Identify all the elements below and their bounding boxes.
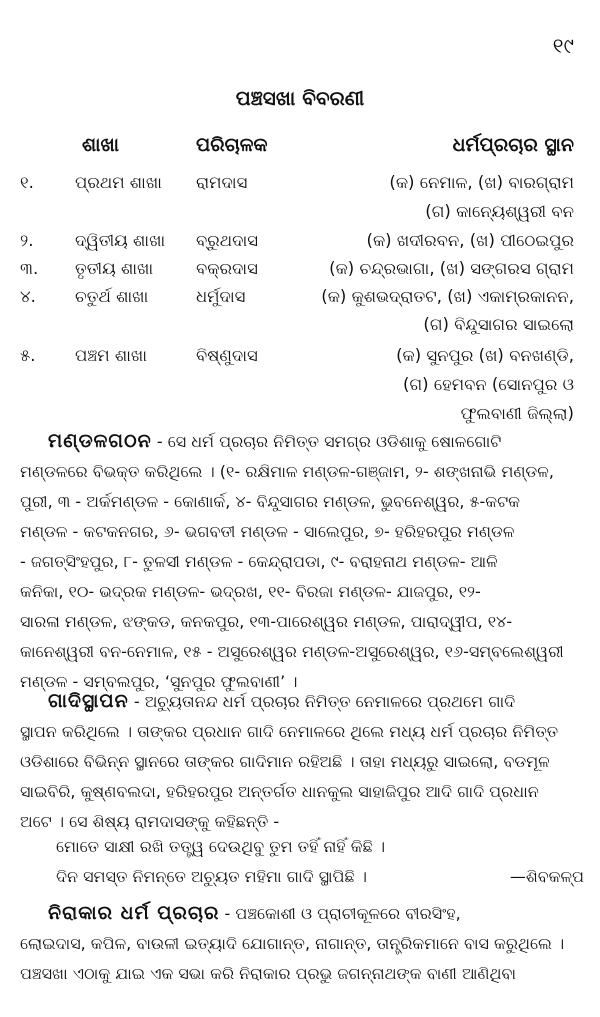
verse-line: ମୋତେ ସାକ୍ଷୀ ରଖି ତତ୍ତ୍ୱ ଦେଉଥିବୁ ତୁମ ତହିଁ ନାହିଁ କିଛି । xyxy=(56,837,386,856)
section-line: ପୁରୀ, ୩ - ଅର୍କମଣ୍ଡଳ - କୋଣାର୍କ, ୪- ବିନ୍ଦୁସାଗର ମଣ୍ଡଳ, ଭୁବନେଶ୍ୱର, ୫-କଟକ xyxy=(20,492,521,511)
verse-line-with-source xyxy=(56,862,584,892)
section-line: ଓଡିଶାରେ ବିଭିନ୍ନ ସ୍ଥାନରେ ତାଙ୍କର ଗାଦିମାନ ରହିଅଛି । ତାହା ମଧ୍ୟରୁ ସାଇଲୋ, ବଡମୂଳ xyxy=(20,752,550,771)
section-line: ଅଟେ । ସେ ଶିଷ୍ୟ ରାମଦାସଙ୍କୁ କହିଛନ୍ତି - xyxy=(20,812,280,831)
section-line: ମଣ୍ଡଳ - ସମ୍ବଲପୁର, ‘ସୁନପୁର ଫୁଲବାଣୀ’ । xyxy=(20,672,298,691)
row-leader: ଧର୍ମୁଦାସ xyxy=(196,287,246,306)
row-branch: ପ୍ରଥମ ଶାଖା xyxy=(75,173,162,192)
row-place: (ଗ) ବିନ୍ଦୁସାଗର ସାଇଲୋ xyxy=(423,315,574,334)
page-title: ପଞ୍ଚସଖା ବିବରଣୀ xyxy=(235,86,365,110)
row-place: (କ) ଚନ୍ଦ୍ରଭାଗା, (ଖ) ସଙ୍ଗରସ ଗ୍ରାମ xyxy=(329,259,574,278)
row-leader: ରାମଦାସ xyxy=(196,173,248,192)
row-place: (କ) କୁଶଭଦ୍ରାତଟ, (ଖ) ଏକାମ୍ରକାନନ, xyxy=(321,287,574,306)
section-line: ପଞ୍ଚସଖା ଏଠାକୁ ଯାଇ ଏକ ସଭା କରି ନିରାକାର ପ୍ରଭୁ ଜଗନ୍ନାଥଙ୍କ ବାଣୀ ଆଣିଥିବା xyxy=(20,964,517,983)
row-place: ଫୁଲବାଣୀ ଜିଲ୍ଲା) xyxy=(460,404,574,423)
row-place: (ଗ) ହେମବନ (ସୋନପୁର ଓ xyxy=(403,375,574,394)
section-text: - ସେ ଧର୍ମ ପ୍ରଚାର ନିମିତ୍ତ ସମଗ୍ର ଓଡିଶାକୁ ଷୋଳଗୋଟି xyxy=(156,432,502,451)
section-mandala xyxy=(20,426,582,697)
section-line: ସାଇବିରି, କୁଷ୍ଣବଲଦା, ହରିହରପୁର ଅନ୍ତର୍ଗତ ଧାନକୁଲ ସାହାଜିପୁର ଆଦି ଗାଦି ପ୍ରଧାନ xyxy=(20,782,539,801)
section-line xyxy=(20,898,582,929)
row-place: (କ) ସୁନପୁର (ଖ) ବନଖଣ୍ଡି, xyxy=(396,346,574,365)
section-line: ମଣ୍ଡଳରେ ବିଭକ୍ତ କରିଥିଲେ । (୧- ରକ୍ଷିମାଳ ମଣ୍ଡଳ-ଗଞ୍ଜାମ, ୨- ଶଙ୍ଖନାଭି ମଣ୍ଡଳ, xyxy=(20,462,554,481)
section-line xyxy=(20,426,582,457)
verse-quote xyxy=(56,832,584,892)
row-branch: ପଞ୍ଚମ ଶାଖା xyxy=(75,346,148,365)
section-line xyxy=(20,686,582,717)
section-heading: ଗାଦିସ୍ଥାପନ xyxy=(48,690,129,712)
header-places: ଧର୍ମପ୍ରଚାର ସ୍ଥାନ xyxy=(452,134,574,156)
row-number: ୨. xyxy=(20,231,34,250)
verse-line: ଦିନ ସମସ୍ତ ନିମନ୍ତେ ଅଚ୍ୟୁତ ମହିମା ଗାଦି ସ୍ଥାପିଛି । xyxy=(56,867,367,886)
row-leader: ବିଷ୍ଣୁଦାସ xyxy=(196,346,258,365)
section-line: ଲୋଇଦାସ, କପିଳ, ବାଉଳୀ ଇତ୍ୟାଦି ଯୋଗାନ୍ତ, ନାଗାନ୍ତ, ତାନ୍ତ୍ରିକମାନେ ବାସ କରୁଥିଲେ । xyxy=(20,934,565,953)
row-branch: ଦ୍ୱିତୀୟ ଶାଖା xyxy=(75,231,166,250)
row-branch: ଚତୁର୍ଥ ଶାଖା xyxy=(75,287,149,306)
section-gadi xyxy=(20,686,582,837)
section-line: - ଜଗତ୍‌ସିଂହପୁର, ୮- ତୁଳସୀ ମଣ୍ଡଳ - କେନ୍ଦ୍ରାପଡା, ୯- ବରାହନାଥ ମଣ୍ଡଳ- ଆଳି xyxy=(20,552,498,571)
row-place: (କ) ନେମାଳ, (ଖ) ବାରଗ୍ରାମ xyxy=(389,173,574,192)
section-nirakar xyxy=(20,898,582,989)
row-number: ୫. xyxy=(20,346,36,365)
row-leader: ବ୍ରୁଥଦାସ xyxy=(196,231,258,250)
verse-source: —ଶିବକଳ୍ପ xyxy=(509,867,584,886)
section-heading: ମଣ୍ଡଳଗଠନ xyxy=(48,430,152,452)
row-branch: ତୃତୀୟ ଶାଖା xyxy=(75,259,154,278)
row-leader: ବକ୍ରଦାସ xyxy=(196,259,258,278)
section-line: କନିକା, ୧୦- ଭଦ୍ରକ ମଣ୍ଡଳ- ଭଦ୍ରଖ, ୧୧- ବିରଜା ମଣ୍ଡଳ- ଯାଜପୁର, ୧୨- xyxy=(20,582,481,601)
section-heading: ନିରାକାର ଧର୍ମ ପ୍ରଚାର xyxy=(48,902,220,924)
row-place: (କ) ଖଦୀରବନ, (ଖ) ପୀଠେଇପୁର xyxy=(366,231,574,250)
row-place: (ଗ) କାନ୍ୟେଶ୍ୱରୀ ବନ xyxy=(425,202,574,221)
section-text: - ଅଚ୍ୟୁତାନନ୍ଦ ଧର୍ମ ପ୍ରଚାର ନିମିତ୍ତ ନେମାଳରେ ପ୍ରଥମେ ଗାଦି xyxy=(133,692,516,711)
row-number: ୪. xyxy=(20,287,36,306)
section-line: ସାରଳା ମଣ୍ଡଳ, ଝଙ୍କଡ, କନକପୁର, ୧୩-ପାରେଶ୍ୱର ମଣ୍ଡଳ, ପାରାଦ୍ୱୀପ, ୧୪- xyxy=(20,612,513,631)
row-number: ୧. xyxy=(20,173,34,192)
section-line: କାନେଶ୍ୱରୀ ବନ-ନେମାଳ, ୧୫ - ଅସୁରେଶ୍ୱର ମଣ୍ଡଳ-ଅସୁରେଶ୍ୱର, ୧୬-ସମ୍ବଲେଶ୍ୱରୀ xyxy=(20,642,564,661)
header-branch: ଶାଖା xyxy=(82,134,120,156)
section-text: - ପଞ୍ଚକୋଶୀ ଓ ପ୍ରାଚୀକୂଳରେ ବୀରସିଂହ, xyxy=(224,904,461,923)
section-line: ମଣ୍ଡଳ - କଟକନଗର, ୬- ଭଗବତୀ ମଣ୍ଡଳ - ସାଲେପୁର, ୭- ହରିହରପୁର ମଣ୍ଡଳ xyxy=(20,522,515,541)
page-number: ୧୯ xyxy=(552,34,574,58)
header-leader: ପରିଚାଳକ xyxy=(196,134,268,156)
section-line: ସ୍ଥାପନ କରିଥିଲେ । ତାଙ୍କର ପ୍ରଧାନ ଗାଦି ନେମାଳରେ ଥିଲେ ମଧ୍ୟ ଧର୍ମ ପ୍ରଚାର ନିମିତ୍ତ xyxy=(20,722,559,741)
row-number: ୩. xyxy=(20,259,39,278)
